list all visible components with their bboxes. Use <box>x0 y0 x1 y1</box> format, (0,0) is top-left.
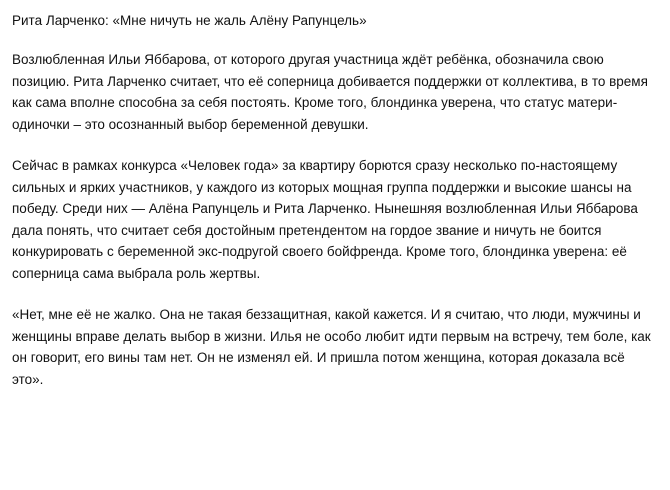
article-paragraph: Возлюбленная Ильи Яббарова, от которого другая участница ждёт ребёнка, обозначила свою позицию. Рита Ларченко считает, что её соперница добивается поддержки от коллектива, в то время как сама вполне способна за себя постоять. Кроме того, блондинка уверена, что статус матери-одиночки – это осознанный выбор беременной девушки. <box>12 52 648 132</box>
article-paragraph: «Нет, мне её не жалко. Она не такая беззащитная, какой кажется. И я считаю, что люди, мужчины и женщины вправе делать выбор в жизни. Илья не особо любит идти первым на встречу, тем боле, как он говорит, его вины там нет. Он не изменял ей. И пришла потом женщина, которая доказала всё это». <box>12 307 651 387</box>
page-title: Рита Ларченко: «Мне ничуть не жаль Алёну Рапунцель» <box>12 13 367 28</box>
article-paragraph: Сейчас в рамках конкурса «Человек года» за квартиру борются сразу несколько по-настоящему сильных и ярких участников, у каждого из которых мощная группа поддержки и высокие шансы на победу. Среди них — Алёна Рапунцель и Рита Ларченко. Нынешняя возлюбленная Ильи Яббарова дала понять, что считает себя достойным претендентом на гордое звание и ничуть не боится конкурировать с беременной экс-подругой своего бойфренда. Кроме того, блондинка уверена: её соперница сама выбрала роль жертвы. <box>12 158 638 281</box>
